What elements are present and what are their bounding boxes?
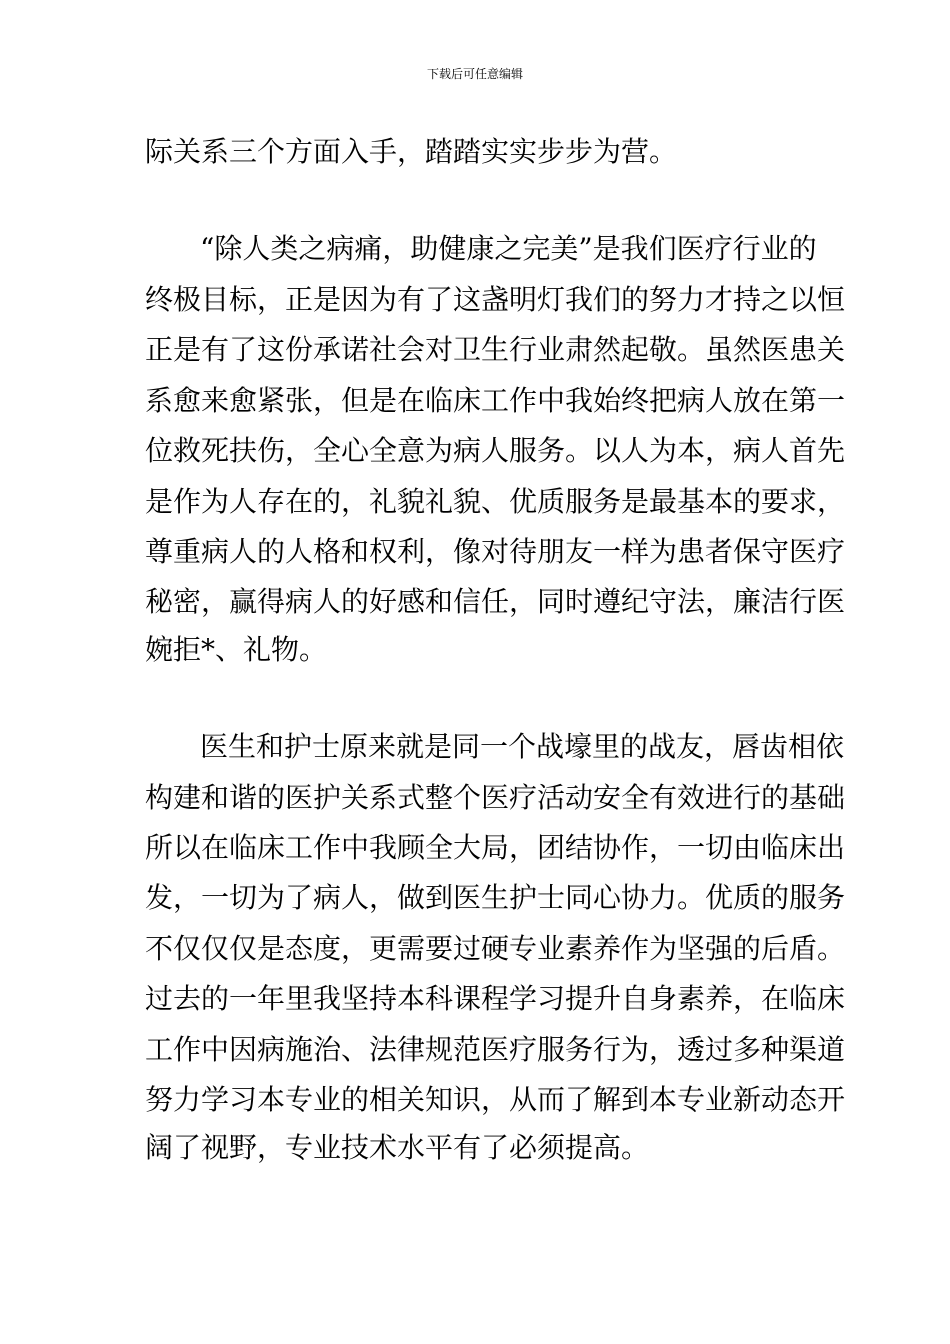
text-line: 不仅仅仅是态度，更需要过硬专业素养作为坚强的后盾。 — [145, 932, 846, 965]
text-line: 系愈来愈紧张，但是在临床工作中我始终把病人放在第一 — [145, 384, 846, 417]
text-line: 位救死扶伤，全心全意为病人服务。以人为本，病人首先 — [145, 434, 846, 467]
text-line: 秘密，赢得病人的好感和信任，同时遵纪守法，廉洁行医 — [145, 585, 846, 618]
text-line: 是作为人存在的，礼貌礼貌、优质服务是最基本的要求， — [145, 485, 846, 518]
text-line: 发，一切为了病人，做到医生护士同心协力。优质的服务 — [145, 881, 846, 914]
text-line: 终极目标，正是因为有了这盏明灯我们的努力才持之以恒 — [145, 283, 846, 316]
text-line: 过去的一年里我坚持本科课程学习提升自身素养，在临床 — [145, 982, 846, 1015]
text-line: 工作中因病施治、法律规范医疗服务行为，透过多种渠道 — [145, 1033, 846, 1066]
text-line: 医生和护士原来就是同一个战壕里的战友，唇齿相依 — [200, 730, 845, 763]
text-line: 所以在临床工作中我顾全大局，团结协作，一切由临床出 — [145, 831, 846, 864]
text-line: 际关系三个方面入手，踏踏实实步步为营。 — [145, 135, 678, 168]
text-line: 正是有了这份承诺社会对卫生行业肃然起敬。虽然医患关 — [145, 333, 846, 366]
text-line: 努力学习本专业的相关知识，从而了解到本专业新动态开 — [145, 1083, 846, 1116]
text-line: “除人类之病痛，助健康之完美”是我们医疗行业的 — [200, 232, 817, 265]
text-line: 阔了视野，专业技术水平有了必须提高。 — [145, 1131, 650, 1164]
header-note: 下载后可任意编辑 — [426, 67, 523, 81]
text-line: 构建和谐的医护关系式整个医疗活动安全有效进行的基础 — [145, 781, 846, 814]
text-line: 婉拒*、礼物。 — [145, 633, 328, 666]
text-line: 尊重病人的人格和权利，像对待朋友一样为患者保守医疗 — [145, 535, 846, 568]
